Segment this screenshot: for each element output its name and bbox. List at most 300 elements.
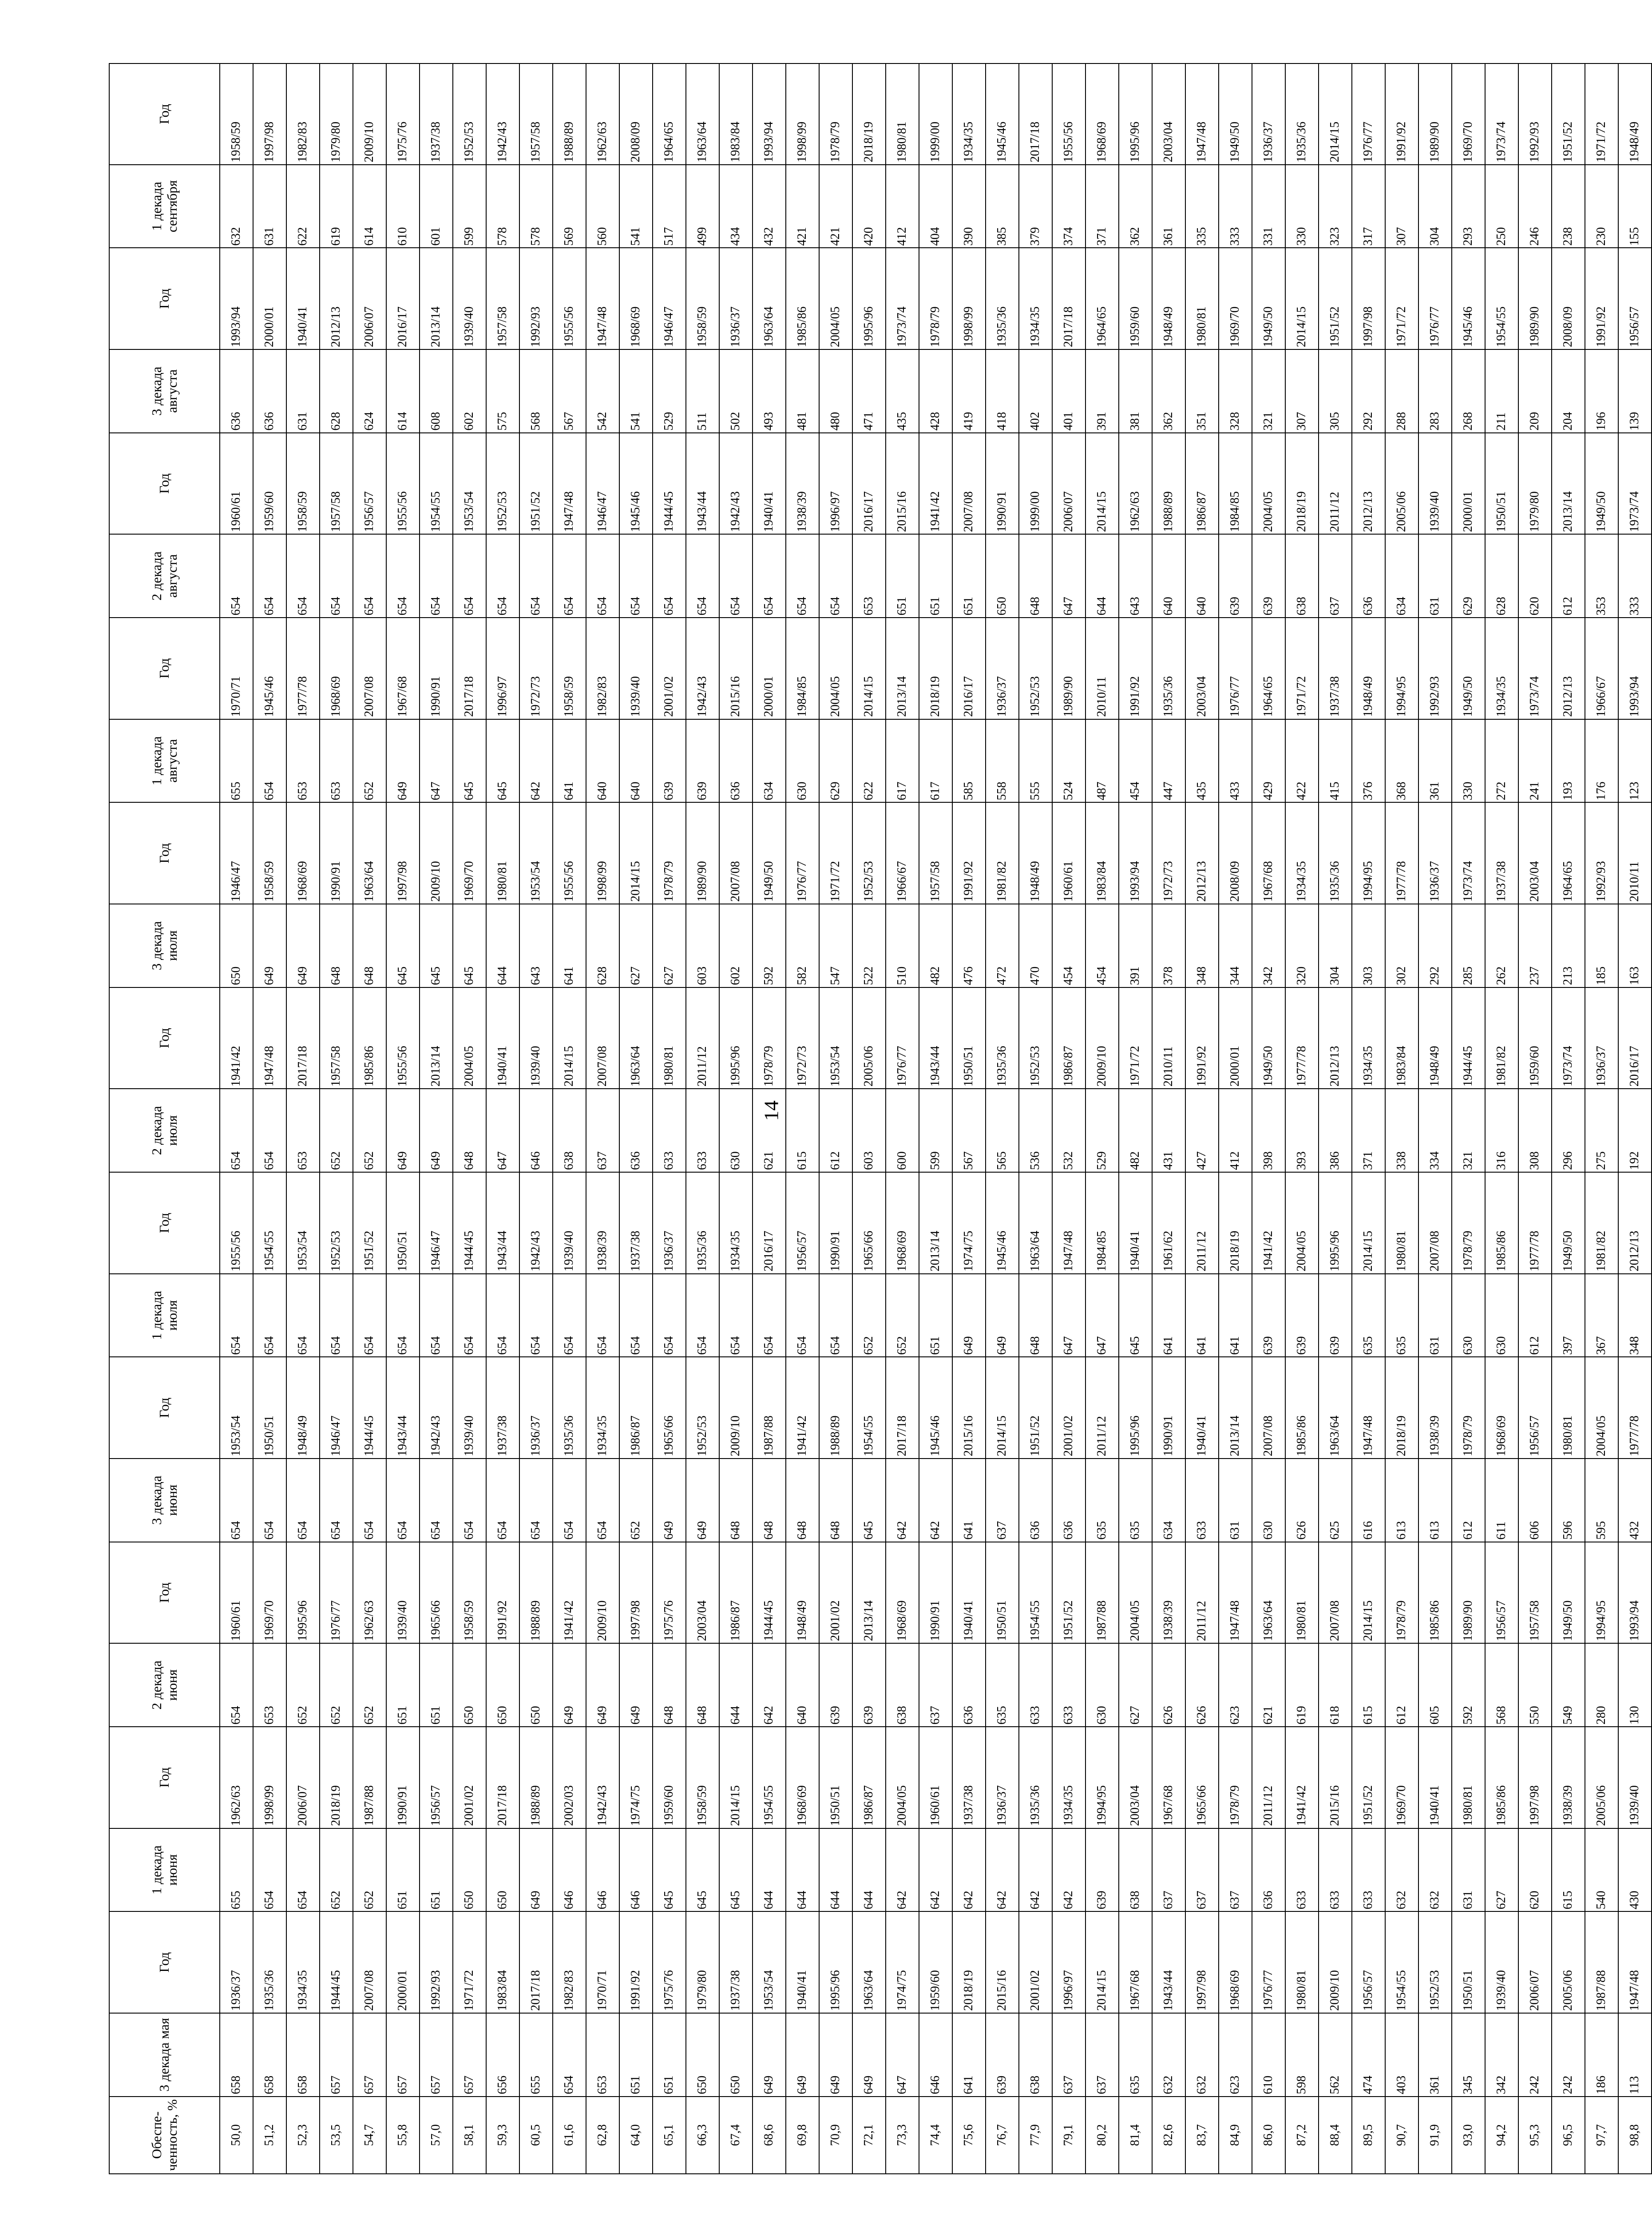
- year-cell: 1943/44: [686, 433, 719, 535]
- value-cell: 262: [1485, 904, 1518, 987]
- year-cell: 1982/83: [286, 63, 320, 165]
- year-cell: 1970/71: [220, 618, 253, 719]
- value-cell: 654: [553, 1274, 586, 1357]
- value-cell: 638: [1119, 1828, 1152, 1912]
- value-cell: 640: [586, 719, 619, 803]
- year-cell: 1944/45: [653, 433, 686, 535]
- year-cell: 1936/37: [653, 1172, 686, 1274]
- value-cell: 647: [1052, 1274, 1085, 1357]
- year-cell: 1988/89: [819, 1357, 852, 1459]
- value-cell: 378: [1152, 904, 1185, 987]
- value-cell: 654: [586, 1459, 619, 1542]
- value-cell: 645: [453, 904, 486, 987]
- table-row: [1485, 63, 1518, 2174]
- year-cell: 1978/79: [753, 987, 786, 1089]
- value-cell: 647: [1085, 1274, 1119, 1357]
- year-cell: 1985/86: [353, 987, 386, 1089]
- year-cell: 1982/83: [586, 618, 619, 719]
- year-cell: 1949/50: [1219, 63, 1252, 165]
- table-row: [1552, 63, 1585, 2174]
- year-cell: 1950/51: [986, 1542, 1019, 1644]
- value-cell: 644: [1085, 534, 1119, 618]
- value-cell: 454: [1119, 719, 1152, 803]
- year-cell: 1935/36: [986, 987, 1019, 1089]
- value-cell: 480: [819, 349, 852, 433]
- value-cell: 637: [1319, 534, 1352, 618]
- value-cell: 648: [353, 904, 386, 987]
- value-cell: 646: [553, 1828, 586, 1912]
- value-cell: 653: [253, 1643, 286, 1727]
- probability-cell: 94,2: [1485, 2097, 1518, 2174]
- year-cell: 1968/69: [1485, 1357, 1518, 1459]
- year-cell: 1954/55: [1019, 1542, 1052, 1644]
- value-cell: 447: [1152, 719, 1185, 803]
- probability-cell: 58,1: [453, 2097, 486, 2174]
- value-cell: 316: [1485, 1089, 1518, 1172]
- value-cell: 605: [1418, 1643, 1452, 1727]
- value-cell: 635: [986, 1643, 1019, 1727]
- year-cell: 2014/15: [852, 618, 886, 719]
- value-cell: 654: [286, 1274, 320, 1357]
- year-cell: 1976/77: [1219, 618, 1252, 719]
- table-row: [1185, 63, 1219, 2174]
- year-cell: 1964/65: [1085, 248, 1119, 349]
- value-cell: 560: [586, 165, 619, 248]
- value-cell: 648: [320, 904, 353, 987]
- value-cell: 658: [286, 2013, 320, 2097]
- value-cell: 632: [1385, 1828, 1418, 1912]
- year-cell: 1957/58: [1518, 1542, 1552, 1644]
- year-cell: 2017/18: [286, 987, 320, 1089]
- value-cell: 610: [386, 165, 420, 248]
- value-cell: 623: [1219, 2013, 1252, 2097]
- value-cell: 155: [1618, 165, 1652, 248]
- year-cell: 1978/79: [819, 63, 852, 165]
- year-cell: 2004/05: [1285, 1172, 1319, 1274]
- year-cell: 2018/19: [1285, 433, 1319, 535]
- year-cell: 1951/52: [519, 433, 553, 535]
- year-cell: 1945/46: [1452, 248, 1485, 349]
- value-cell: 649: [586, 1643, 619, 1727]
- year-cell: 1951/52: [1019, 1357, 1052, 1459]
- value-cell: 626: [1185, 1643, 1219, 1727]
- value-cell: 612: [1518, 1274, 1552, 1357]
- year-cell: 1991/92: [619, 1911, 653, 2013]
- year-cell: 1946/47: [586, 433, 619, 535]
- year-cell: 1962/63: [1119, 433, 1152, 535]
- year-cell: 1957/58: [519, 63, 553, 165]
- year-cell: 1969/70: [1385, 1727, 1418, 1828]
- value-cell: 654: [420, 1274, 453, 1357]
- value-cell: 427: [1185, 1089, 1219, 1172]
- value-cell: 241: [1518, 719, 1552, 803]
- year-cell: 1967/68: [1152, 1727, 1185, 1828]
- table-row: [886, 63, 919, 2174]
- year-cell: 2017/18: [1052, 248, 1085, 349]
- value-cell: 361: [1418, 719, 1452, 803]
- value-cell: 432: [753, 165, 786, 248]
- value-cell: 565: [986, 1089, 1019, 1172]
- value-cell: 280: [1585, 1643, 1618, 1727]
- year-cell: 1981/82: [986, 802, 1019, 904]
- value-cell: 636: [1252, 1828, 1285, 1912]
- year-cell: 2014/15: [619, 802, 653, 904]
- year-cell: 2017/18: [486, 1727, 519, 1828]
- value-cell: 652: [619, 1459, 653, 1542]
- value-cell: 398: [1252, 1089, 1285, 1172]
- year-cell: 2000/01: [1219, 987, 1252, 1089]
- value-cell: 418: [986, 349, 1019, 433]
- probability-cell: 65,1: [653, 2097, 686, 2174]
- value-cell: 630: [1085, 1643, 1119, 1727]
- year-cell: 1935/36: [986, 248, 1019, 349]
- year-cell: 1952/53: [686, 1357, 719, 1459]
- year-cell: 1959/60: [1518, 987, 1552, 1089]
- value-cell: 562: [1319, 2013, 1352, 2097]
- value-cell: 348: [1618, 1274, 1652, 1357]
- year-cell: 1976/77: [786, 802, 819, 904]
- value-cell: 649: [952, 1274, 986, 1357]
- year-cell: 1994/95: [1585, 1542, 1618, 1644]
- probability-cell: 87,2: [1285, 2097, 1319, 2174]
- value-cell: 599: [453, 165, 486, 248]
- value-cell: 196: [1585, 349, 1618, 433]
- value-cell: 493: [753, 349, 786, 433]
- probability-cell: 75,6: [952, 2097, 986, 2174]
- value-cell: 654: [353, 534, 386, 618]
- value-cell: 209: [1518, 349, 1552, 433]
- value-cell: 652: [353, 1643, 386, 1727]
- value-cell: 629: [819, 719, 852, 803]
- value-cell: 471: [852, 349, 886, 433]
- year-cell: 1976/77: [1352, 63, 1385, 165]
- value-cell: 649: [653, 1459, 686, 1542]
- value-cell: 649: [420, 1089, 453, 1172]
- year-cell: 1954/55: [852, 1357, 886, 1459]
- value-cell: 651: [919, 534, 952, 618]
- value-cell: 650: [453, 1643, 486, 1727]
- value-cell: 648: [1019, 534, 1052, 618]
- value-cell: 242: [1518, 2013, 1552, 2097]
- year-cell: 1936/37: [220, 1911, 253, 2013]
- value-cell: 652: [353, 1089, 386, 1172]
- year-cell: 2011/12: [686, 987, 719, 1089]
- table-row: [1219, 63, 1252, 2174]
- value-cell: 250: [1485, 165, 1518, 248]
- value-cell: 654: [619, 534, 653, 618]
- table-row: [1052, 63, 1085, 2174]
- year-cell: 1995/96: [819, 1911, 852, 2013]
- probability-cell: 76,7: [986, 2097, 1019, 2174]
- year-cell: 1986/87: [719, 1542, 753, 1644]
- value-cell: 654: [686, 534, 719, 618]
- year-cell: 1984/85: [1085, 1172, 1119, 1274]
- value-cell: 654: [420, 1459, 453, 1542]
- year-cell: 1985/86: [1485, 1172, 1518, 1274]
- year-cell: 1954/55: [1485, 248, 1518, 349]
- year-cell: 2014/15: [553, 987, 586, 1089]
- year-cell: 1959/60: [653, 1727, 686, 1828]
- year-cell: 1980/81: [1285, 1911, 1319, 2013]
- value-cell: 653: [320, 719, 353, 803]
- value-cell: 637: [1052, 2013, 1085, 2097]
- column-header: 3 декада августа: [109, 349, 220, 433]
- year-cell: 1949/50: [1252, 248, 1285, 349]
- year-cell: 1939/40: [386, 1542, 420, 1644]
- table-row: [1019, 63, 1052, 2174]
- year-cell: 1951/52: [1352, 1727, 1385, 1828]
- year-cell: 2014/15: [1085, 1911, 1119, 2013]
- value-cell: 599: [919, 1089, 952, 1172]
- probability-cell: 70,9: [819, 2097, 852, 2174]
- year-cell: 1977/78: [1518, 1172, 1552, 1274]
- year-cell: 1936/37: [1585, 987, 1618, 1089]
- value-cell: 635: [1119, 2013, 1152, 2097]
- year-cell: 1945/46: [986, 63, 1019, 165]
- value-cell: 502: [719, 349, 753, 433]
- year-cell: 1936/37: [986, 1727, 1019, 1828]
- value-cell: 391: [1085, 349, 1119, 433]
- value-cell: 163: [1618, 904, 1652, 987]
- year-cell: 1983/84: [1085, 802, 1119, 904]
- value-cell: 568: [519, 349, 553, 433]
- value-cell: 654: [653, 534, 686, 618]
- value-cell: 582: [786, 904, 819, 987]
- value-cell: 476: [952, 904, 986, 987]
- probability-cell: 80,2: [1085, 2097, 1119, 2174]
- year-cell: 2007/08: [1418, 1172, 1452, 1274]
- year-cell: 2018/19: [919, 618, 952, 719]
- value-cell: 653: [586, 2013, 619, 2097]
- value-cell: 390: [952, 165, 986, 248]
- value-cell: 654: [353, 1274, 386, 1357]
- year-cell: 1997/98: [1185, 1911, 1219, 2013]
- value-cell: 541: [619, 349, 653, 433]
- year-cell: 1972/73: [1152, 802, 1185, 904]
- value-cell: 636: [1352, 534, 1385, 618]
- year-cell: 1940/41: [753, 433, 786, 535]
- year-cell: 1945/46: [986, 1172, 1019, 1274]
- year-cell: 2004/05: [1252, 433, 1285, 535]
- year-cell: 1944/45: [453, 1172, 486, 1274]
- value-cell: 421: [819, 165, 852, 248]
- year-cell: 1988/89: [553, 63, 586, 165]
- column-header: Год: [109, 433, 220, 535]
- year-cell: 1949/50: [1552, 1542, 1585, 1644]
- year-cell: 2013/14: [1552, 433, 1585, 535]
- year-cell: 1964/65: [1252, 618, 1285, 719]
- year-cell: 1996/97: [486, 618, 519, 719]
- value-cell: 652: [286, 1643, 320, 1727]
- value-cell: 353: [1585, 534, 1618, 618]
- value-cell: 633: [1185, 1459, 1219, 1542]
- year-cell: 2005/06: [1585, 1727, 1618, 1828]
- year-cell: 1955/56: [386, 987, 420, 1089]
- year-cell: 1991/92: [952, 802, 986, 904]
- year-cell: 1948/49: [1618, 63, 1652, 165]
- year-cell: 1995/96: [1119, 1357, 1152, 1459]
- value-cell: 652: [320, 1828, 353, 1912]
- year-cell: 1940/41: [486, 987, 519, 1089]
- year-cell: 1940/41: [286, 248, 320, 349]
- value-cell: 644: [852, 1828, 886, 1912]
- value-cell: 612: [819, 1089, 852, 1172]
- value-cell: 555: [1019, 719, 1052, 803]
- value-cell: 649: [753, 2013, 786, 2097]
- year-cell: 1969/70: [253, 1542, 286, 1644]
- value-cell: 623: [1219, 1643, 1252, 1727]
- year-cell: 1941/42: [786, 1357, 819, 1459]
- value-cell: 393: [1285, 1089, 1319, 1172]
- year-cell: 1947/48: [586, 248, 619, 349]
- year-cell: 1985/86: [786, 248, 819, 349]
- value-cell: 649: [986, 1274, 1019, 1357]
- year-cell: 1997/98: [386, 802, 420, 904]
- table-row: [1252, 63, 1285, 2174]
- year-cell: 1974/75: [952, 1172, 986, 1274]
- year-cell: 2012/13: [1552, 618, 1585, 719]
- year-cell: 1990/91: [420, 618, 453, 719]
- value-cell: 630: [719, 1089, 753, 1172]
- year-cell: 1976/77: [1418, 248, 1452, 349]
- value-cell: 627: [1119, 1643, 1152, 1727]
- year-cell: 1947/48: [1352, 1357, 1385, 1459]
- value-cell: 630: [786, 719, 819, 803]
- value-cell: 639: [1285, 1274, 1319, 1357]
- value-cell: 550: [1518, 1643, 1552, 1727]
- value-cell: 648: [653, 1643, 686, 1727]
- value-cell: 470: [1019, 904, 1052, 987]
- value-cell: 655: [220, 719, 253, 803]
- year-cell: 2018/19: [320, 1727, 353, 1828]
- value-cell: 634: [753, 719, 786, 803]
- table-row: [1352, 63, 1385, 2174]
- year-cell: 1975/76: [653, 1911, 686, 2013]
- year-cell: 1947/48: [1185, 63, 1219, 165]
- value-cell: 639: [686, 719, 719, 803]
- value-cell: 606: [1518, 1459, 1552, 1542]
- probability-cell: 54,7: [353, 2097, 386, 2174]
- year-cell: 1992/93: [1585, 802, 1618, 904]
- year-cell: 1939/40: [1485, 1911, 1518, 2013]
- year-cell: 1944/45: [320, 1911, 353, 2013]
- year-cell: 1937/38: [486, 1357, 519, 1459]
- year-cell: 1949/50: [1252, 987, 1285, 1089]
- year-cell: 2000/01: [1452, 433, 1485, 535]
- year-cell: 1963/64: [353, 802, 386, 904]
- value-cell: 654: [519, 1459, 553, 1542]
- value-cell: 617: [886, 719, 919, 803]
- value-cell: 639: [1085, 1828, 1119, 1912]
- value-cell: 636: [1019, 1459, 1052, 1542]
- year-cell: 1945/46: [619, 433, 653, 535]
- year-cell: 1973/74: [1618, 433, 1652, 535]
- value-cell: 649: [386, 1089, 420, 1172]
- year-cell: 1993/94: [1618, 618, 1652, 719]
- value-cell: 304: [1418, 165, 1452, 248]
- value-cell: 641: [1152, 1274, 1185, 1357]
- value-cell: 654: [386, 1274, 420, 1357]
- value-cell: 642: [886, 1828, 919, 1912]
- year-cell: 1983/84: [486, 1911, 519, 2013]
- year-cell: 2007/08: [1319, 1542, 1352, 1644]
- value-cell: 403: [1385, 2013, 1418, 2097]
- value-cell: 649: [819, 2013, 852, 2097]
- value-cell: 654: [653, 1274, 686, 1357]
- year-cell: 1968/69: [886, 1172, 919, 1274]
- column-header: 1 декада августа: [109, 719, 220, 803]
- year-cell: 1996/97: [1052, 1911, 1085, 2013]
- value-cell: 621: [753, 1089, 786, 1172]
- year-cell: 1963/64: [1019, 1172, 1052, 1274]
- year-cell: 1938/39: [1152, 1542, 1185, 1644]
- value-cell: 397: [1552, 1274, 1585, 1357]
- value-cell: 368: [1385, 719, 1418, 803]
- year-cell: 1941/42: [919, 433, 952, 535]
- value-cell: 654: [819, 1274, 852, 1357]
- year-cell: 1992/93: [1418, 618, 1452, 719]
- value-cell: 348: [1185, 904, 1219, 987]
- year-cell: 2012/13: [1352, 433, 1385, 535]
- year-cell: 1942/43: [686, 618, 719, 719]
- year-cell: 1980/81: [1385, 1172, 1418, 1274]
- year-cell: 1963/64: [1252, 1542, 1285, 1644]
- value-cell: 646: [519, 1089, 553, 1172]
- value-cell: 633: [1052, 1643, 1085, 1727]
- page-number: 14: [760, 1100, 783, 1121]
- year-cell: 1942/43: [719, 433, 753, 535]
- year-cell: 2006/07: [1518, 1911, 1552, 2013]
- value-cell: 646: [619, 1828, 653, 1912]
- value-cell: 654: [253, 1459, 286, 1542]
- column-header: 2 декада августа: [109, 534, 220, 618]
- year-cell: 1974/75: [619, 1727, 653, 1828]
- value-cell: 654: [353, 1459, 386, 1542]
- year-cell: 1989/90: [1452, 1542, 1485, 1644]
- year-cell: 1993/94: [1119, 802, 1152, 904]
- year-cell: 1958/59: [686, 248, 719, 349]
- value-cell: 642: [919, 1828, 952, 1912]
- value-cell: 654: [286, 534, 320, 618]
- year-cell: 1958/59: [453, 1542, 486, 1644]
- year-cell: 1944/45: [353, 1357, 386, 1459]
- value-cell: 651: [952, 534, 986, 618]
- table-row: [819, 63, 852, 2174]
- table-row: [619, 63, 653, 2174]
- year-cell: 1986/87: [852, 1727, 886, 1828]
- value-cell: 621: [1252, 1643, 1285, 1727]
- year-cell: 1979/80: [320, 63, 353, 165]
- year-cell: 1939/40: [619, 618, 653, 719]
- year-cell: 2011/12: [1185, 1542, 1219, 1644]
- value-cell: 653: [286, 1089, 320, 1172]
- year-cell: 1935/36: [686, 1172, 719, 1274]
- value-cell: 645: [386, 904, 420, 987]
- year-cell: 1991/92: [486, 1542, 519, 1644]
- year-cell: 1971/72: [1119, 987, 1152, 1089]
- year-cell: 1987/88: [1585, 1911, 1618, 2013]
- value-cell: 636: [1052, 1459, 1085, 1542]
- year-cell: 1953/54: [220, 1357, 253, 1459]
- probability-cell: 64,0: [619, 2097, 653, 2174]
- probability-cell: 69,8: [786, 2097, 819, 2174]
- value-cell: 344: [1219, 904, 1252, 987]
- year-cell: 1934/35: [1019, 248, 1052, 349]
- value-cell: 636: [952, 1643, 986, 1727]
- year-cell: 1946/47: [320, 1357, 353, 1459]
- value-cell: 645: [686, 1828, 719, 1912]
- year-cell: 1997/98: [1518, 1727, 1552, 1828]
